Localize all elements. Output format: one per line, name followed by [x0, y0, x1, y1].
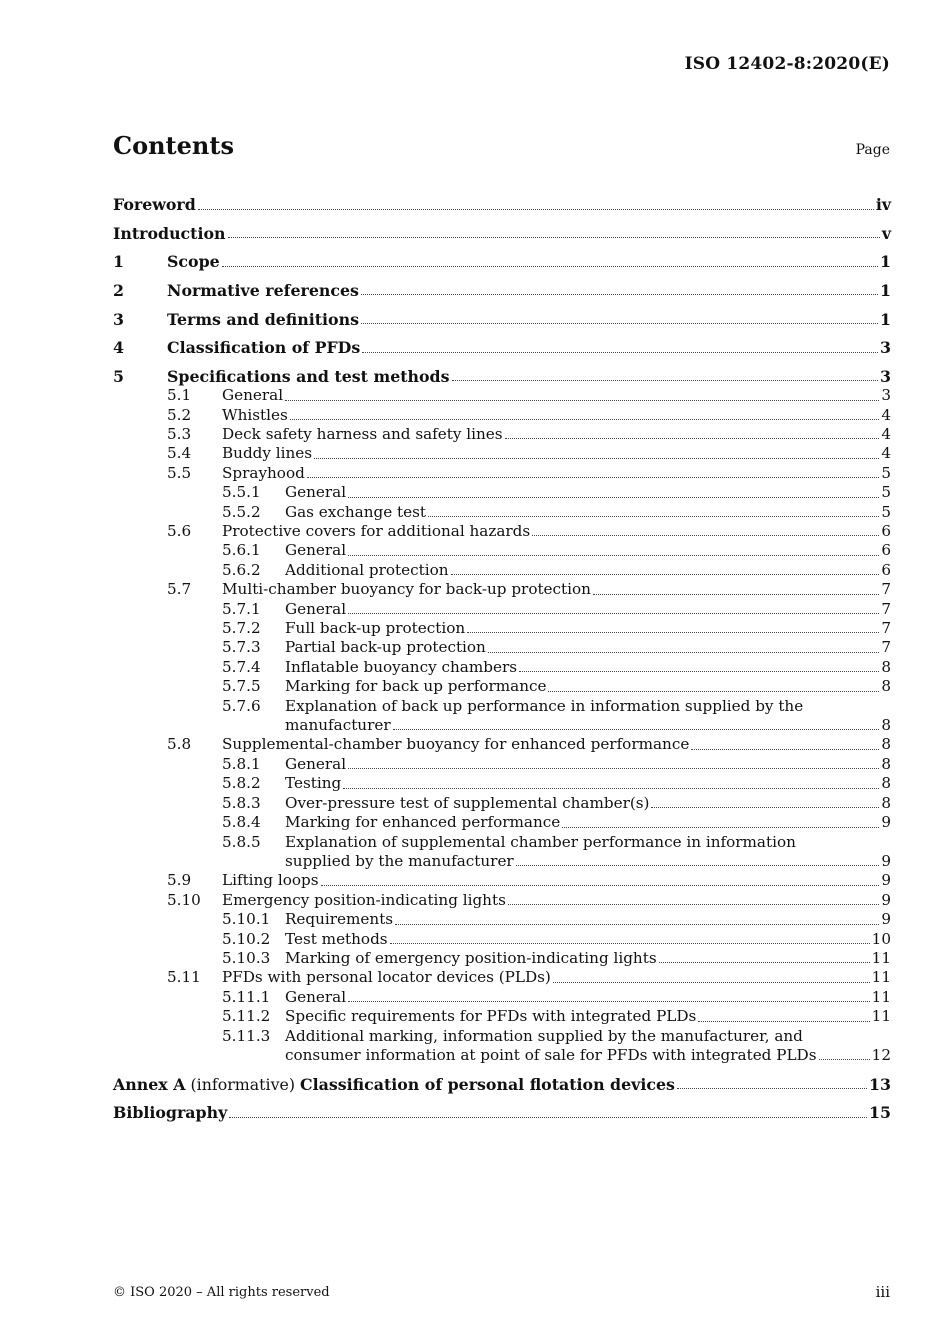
toc-entry-title: Partial back-up protection — [285, 638, 486, 657]
dot-leader — [562, 827, 879, 828]
toc-entry[interactable] — [113, 281, 891, 300]
dot-leader — [691, 749, 879, 750]
toc-entry[interactable] — [113, 406, 891, 425]
toc-entry-continuation[interactable] — [113, 716, 891, 735]
toc-entry-title: Requirements — [285, 910, 394, 929]
toc-entry-body — [285, 930, 891, 949]
toc-entry-page: 1 — [880, 252, 891, 272]
toc-entry[interactable] — [113, 464, 891, 483]
toc-entry-title: Lifting loops — [222, 871, 319, 890]
toc-entry-body — [167, 281, 891, 300]
toc-entry-title-continued: supplied by the manufacturer — [285, 851, 514, 870]
toc-entry[interactable] — [113, 968, 891, 987]
toc-entry-body — [113, 1075, 891, 1094]
toc-entry-page: 8 — [881, 735, 891, 754]
toc-entry-title: Classification of PFDs — [167, 338, 361, 358]
toc-entry-page: 8 — [881, 754, 891, 773]
toc-entry[interactable] — [113, 755, 891, 774]
toc-entry-number: 5.10.1 — [222, 910, 271, 929]
toc-entry-body — [167, 310, 891, 329]
toc-entry-title — [113, 1075, 675, 1094]
toc-entry-title: Foreword — [113, 195, 196, 215]
page-number-footer: iii — [875, 1283, 890, 1301]
toc-entry-page: 5 — [881, 502, 891, 521]
toc-entry-title: Explanation of back up performance in information supplied by the — [285, 696, 804, 715]
toc-entry[interactable] — [113, 386, 891, 405]
dot-leader — [393, 729, 880, 730]
toc-entry-title: Explanation of supplemental chamber performance in information — [285, 832, 796, 851]
annex-type: (informative) — [185, 1074, 301, 1094]
dot-leader — [229, 1117, 867, 1118]
toc-entry-page: 10 — [871, 929, 891, 948]
toc-entry[interactable] — [113, 677, 891, 696]
toc-entry-number: 5.8.4 — [222, 813, 261, 832]
dot-leader — [519, 671, 879, 672]
toc-entry[interactable] — [113, 658, 891, 677]
toc-entry-body — [285, 697, 891, 716]
toc-entry-number: 5.5 — [167, 463, 192, 482]
toc-entry-body — [285, 619, 891, 638]
dot-leader — [390, 943, 870, 944]
dot-leader — [452, 380, 878, 381]
dot-leader — [553, 982, 870, 983]
toc-entry-number: 2 — [113, 280, 124, 300]
toc-entry-number: 5.6.2 — [222, 560, 261, 579]
toc-entry-number: 3 — [113, 309, 124, 329]
toc-entry-page: 3 — [881, 386, 891, 405]
toc-entry-body — [285, 503, 891, 522]
toc-entry-number: 5.7 — [167, 580, 192, 599]
toc-entry-body — [285, 833, 891, 852]
toc-entry-body — [222, 425, 891, 444]
toc-entry-title: Deck safety harness and safety lines — [222, 424, 503, 443]
toc-entry-title: PFDs with personal locator devices (PLDs) — [222, 968, 551, 987]
toc-entry-title: Additional protection — [285, 560, 449, 579]
dot-leader — [343, 788, 879, 789]
dot-leader — [451, 574, 880, 575]
toc-entry-page: 15 — [869, 1103, 891, 1123]
toc-entry-title: Inflatable buoyancy chambers — [285, 657, 518, 676]
toc-entry[interactable] — [113, 794, 891, 813]
toc-entry-body — [285, 910, 891, 929]
toc-entry-number: 5.8.2 — [222, 774, 261, 793]
toc-entry[interactable] — [113, 561, 891, 580]
toc-entry-number: 5.6.1 — [222, 541, 261, 560]
toc-entry[interactable] — [113, 813, 891, 832]
toc-entry-page: 9 — [881, 871, 891, 890]
toc-entry-number: 5.8.3 — [222, 793, 261, 812]
toc-entry-page: 1 — [880, 309, 891, 329]
toc-entry[interactable] — [113, 910, 891, 929]
dot-leader — [395, 924, 879, 925]
dot-leader — [659, 962, 870, 963]
toc-entry-title-continued: consumer information at point of sale for PFDs with integrated PLDs — [285, 1045, 817, 1064]
toc-entry-body — [285, 988, 891, 1007]
toc-entry[interactable] — [113, 252, 891, 271]
toc-entry-body — [285, 774, 891, 793]
toc-entry-number: 5.8.1 — [222, 754, 261, 773]
toc-entry-number: 5.10 — [167, 890, 201, 909]
toc-entry-page: 11 — [871, 1007, 891, 1026]
contents-heading: Contents — [113, 131, 234, 160]
page-column-label: Page — [855, 142, 890, 158]
dot-leader — [488, 652, 879, 653]
toc-entry-page: 4 — [881, 444, 891, 463]
toc-entry[interactable] — [113, 949, 891, 968]
toc-entry-body — [285, 600, 891, 619]
toc-entry-title: Bibliography — [113, 1103, 228, 1123]
toc-entry[interactable] — [113, 774, 891, 793]
dot-leader — [516, 865, 880, 866]
toc-entry-number: 5.10.2 — [222, 929, 271, 948]
toc-entry-title: Marking for enhanced performance — [285, 813, 561, 832]
toc-entry-title: Supplemental-chamber buoyancy for enhanced performance — [222, 735, 690, 754]
dot-leader — [228, 237, 880, 238]
toc-entry-number: 5.1 — [167, 386, 192, 405]
dot-leader — [428, 516, 879, 517]
toc-entry-title: Test methods — [285, 929, 388, 948]
toc-entry-page: 11 — [871, 968, 891, 987]
toc-entry-page: 9 — [881, 851, 891, 870]
toc-entry-body — [285, 794, 891, 813]
toc-entry-number: 5.5.2 — [222, 502, 261, 521]
toc-entry-body — [285, 1046, 891, 1065]
toc-entry-page: 6 — [881, 522, 891, 540]
toc-entry-body — [285, 541, 891, 560]
toc-entry-page: 7 — [881, 599, 891, 618]
toc-entry-title: Additional marking, information supplied by the manufacturer, and — [285, 1026, 803, 1045]
toc-entry-continuation[interactable] — [113, 1046, 891, 1065]
dot-leader — [285, 400, 879, 401]
toc-entry[interactable] — [113, 1075, 891, 1094]
toc-entry-body — [222, 891, 891, 910]
toc-entry-body — [222, 386, 891, 405]
toc-entry-body — [167, 367, 891, 386]
toc-entry-number: 1 — [113, 252, 124, 272]
toc-entry-body — [167, 252, 891, 271]
toc-entry-title-continued: manufacturer — [285, 716, 391, 735]
table-of-contents — [113, 186, 891, 1123]
toc-entry-title: Gas exchange test — [285, 502, 427, 521]
toc-entry-title: Over-pressure test of supplemental chamber(s) — [285, 793, 650, 812]
toc-entry-body — [222, 444, 891, 463]
toc-entry-title: General — [285, 754, 347, 773]
toc-entry-title: Emergency position-indicating lights — [222, 890, 506, 909]
toc-entry[interactable] — [113, 735, 891, 754]
toc-entry-page: 11 — [871, 987, 891, 1006]
toc-entry-number: 5.8.5 — [222, 832, 261, 851]
toc-entry-page: iv — [875, 195, 891, 215]
toc-entry-body — [285, 949, 891, 968]
toc-entry-body — [222, 522, 891, 541]
dot-leader — [508, 904, 879, 905]
toc-entry-page: 3 — [880, 338, 891, 358]
toc-entry[interactable] — [113, 871, 891, 890]
toc-entry-page: 12 — [871, 1045, 891, 1064]
toc-entry-page: 9 — [881, 890, 891, 909]
toc-entry-title: Sprayhood — [222, 463, 305, 482]
toc-entry-page: v — [881, 223, 891, 243]
toc-entry-body — [285, 658, 891, 677]
toc-entry-body — [285, 1007, 891, 1026]
toc-entry-number: 5.10.3 — [222, 948, 271, 967]
toc-entry[interactable] — [113, 600, 891, 619]
toc-entry-number: 5.7.4 — [222, 657, 261, 676]
toc-entry-title: General — [285, 599, 347, 618]
toc-entry[interactable] — [113, 1027, 891, 1046]
toc-entry-title: General — [285, 987, 347, 1006]
toc-entry-title: Buddy lines — [222, 444, 313, 463]
toc-entry-number: 5.7.2 — [222, 619, 261, 638]
dot-leader — [651, 807, 879, 808]
toc-entry-body — [113, 1103, 891, 1122]
toc-entry-title: Terms and definitions — [167, 309, 359, 329]
toc-entry[interactable] — [113, 638, 891, 657]
toc-entry-page: 11 — [871, 948, 891, 967]
dot-leader — [290, 419, 880, 420]
toc-entry-body — [222, 406, 891, 425]
toc-entry-title: Whistles — [222, 405, 288, 424]
toc-entry-title: Normative references — [167, 280, 359, 300]
dot-leader — [348, 555, 879, 556]
toc-entry-number: 5.4 — [167, 444, 192, 463]
toc-entry[interactable] — [113, 580, 891, 599]
toc-entry[interactable] — [113, 1103, 891, 1122]
toc-entry-body — [285, 813, 891, 832]
toc-entry-title: Specifications and test methods — [167, 366, 450, 386]
toc-entry[interactable] — [113, 503, 891, 522]
dot-leader — [467, 632, 879, 633]
toc-entry-page: 8 — [881, 793, 891, 812]
toc-entry-title: General — [222, 386, 284, 405]
toc-entry-title: Full back-up protection — [285, 619, 466, 638]
dot-leader — [307, 477, 880, 478]
dot-leader — [677, 1088, 867, 1089]
toc-entry-body — [222, 735, 891, 754]
toc-entry-body — [167, 338, 891, 357]
toc-entry-body — [222, 968, 891, 987]
toc-entry-title: Specific requirements for PFDs with integrated PLDs — [285, 1007, 697, 1026]
dot-leader — [361, 294, 878, 295]
toc-entry-body — [222, 871, 891, 890]
toc-entry-body — [113, 224, 891, 243]
toc-entry[interactable] — [113, 224, 891, 243]
dot-leader — [348, 497, 879, 498]
toc-entry[interactable] — [113, 522, 891, 541]
dot-leader — [314, 458, 879, 459]
toc-entry-page: 1 — [880, 280, 891, 300]
toc-entry[interactable] — [113, 338, 891, 357]
toc-entry-number: 5.5.1 — [222, 483, 261, 502]
toc-entry-page: 8 — [881, 657, 891, 676]
toc-entry[interactable] — [113, 697, 891, 716]
toc-entry-title: Multi-chamber buoyancy for back-up protection — [222, 580, 591, 599]
toc-entry[interactable] — [113, 930, 891, 949]
toc-entry-number: 5.3 — [167, 424, 192, 443]
toc-entry[interactable] — [113, 425, 891, 444]
toc-entry-body — [285, 677, 891, 696]
toc-entry-body — [285, 716, 891, 735]
toc-entry-page: 6 — [881, 541, 891, 560]
toc-entry-number: 4 — [113, 338, 124, 358]
dot-leader — [819, 1059, 870, 1060]
dot-leader — [222, 266, 878, 267]
toc-entry-continuation[interactable] — [113, 852, 891, 871]
toc-entry[interactable] — [113, 310, 891, 329]
toc-entry-body — [222, 580, 891, 599]
toc-entry-number: 5.8 — [167, 735, 192, 754]
toc-entry-body — [285, 561, 891, 580]
toc-entry-body — [285, 483, 891, 502]
toc-entry-page: 7 — [881, 619, 891, 638]
toc-entry[interactable] — [113, 891, 891, 910]
toc-entry-page: 7 — [881, 580, 891, 599]
toc-entry-page: 8 — [881, 677, 891, 696]
toc-entry[interactable] — [113, 367, 891, 386]
toc-entry-title: General — [285, 483, 347, 502]
dot-leader — [348, 613, 879, 614]
dot-leader — [348, 1001, 870, 1002]
toc-entry[interactable] — [113, 619, 891, 638]
toc-entry-number: 5.2 — [167, 405, 192, 424]
dot-leader — [593, 594, 879, 595]
toc-entry-page: 5 — [881, 463, 891, 482]
toc-entry-title: Introduction — [113, 223, 226, 243]
toc-entry-number: 5.7.5 — [222, 677, 261, 696]
dot-leader — [698, 1021, 869, 1022]
annex-title: Classification of personal flotation devices — [300, 1074, 675, 1094]
toc-entry-body — [285, 1027, 891, 1046]
toc-entry[interactable] — [113, 483, 891, 502]
toc-entry-body — [285, 852, 891, 871]
toc-entry-number: 5.6 — [167, 522, 192, 540]
toc-entry-body — [285, 755, 891, 774]
toc-entry-page: 4 — [881, 424, 891, 443]
dot-leader — [505, 438, 880, 439]
toc-entry-number: 5.11.3 — [222, 1026, 271, 1045]
toc-entry-title: Marking for back up performance — [285, 677, 547, 696]
dot-leader — [321, 885, 880, 886]
toc-entry-title: General — [285, 541, 347, 560]
toc-entry-page: 8 — [881, 716, 891, 735]
toc-entry-number: 5.7.1 — [222, 599, 261, 618]
toc-entry-page: 8 — [881, 774, 891, 793]
toc-entry[interactable] — [113, 444, 891, 463]
dot-leader — [362, 352, 878, 353]
toc-entry-body — [285, 638, 891, 657]
dot-leader — [548, 691, 879, 692]
toc-entry-page: 5 — [881, 483, 891, 502]
toc-entry[interactable] — [113, 833, 891, 852]
toc-entry-number: 5.11 — [167, 968, 201, 987]
toc-entry-page: 7 — [881, 638, 891, 657]
toc-entry-number: 5.7.6 — [222, 696, 261, 715]
toc-entry-page: 4 — [881, 405, 891, 424]
dot-leader — [361, 323, 878, 324]
toc-entry-number: 5.9 — [167, 871, 192, 890]
dot-leader — [198, 209, 874, 210]
toc-entry-title: Testing — [285, 774, 342, 793]
annex-label: Annex A — [113, 1074, 186, 1094]
toc-entry-page: 9 — [881, 910, 891, 929]
toc-entry-number: 5 — [113, 366, 124, 386]
copyright-footer: © ISO 2020 – All rights reserved — [113, 1285, 330, 1300]
document-id-header: ISO 12402-8:2020(E) — [684, 54, 890, 74]
toc-entry[interactable] — [113, 541, 891, 560]
toc-entry[interactable] — [113, 195, 891, 214]
toc-entry-number: 5.11.2 — [222, 1007, 271, 1026]
toc-entry-title: Protective covers for additional hazards — [222, 522, 531, 540]
toc-entry-number: 5.11.1 — [222, 987, 271, 1006]
dot-leader — [532, 535, 879, 536]
dot-leader — [348, 768, 879, 769]
toc-entry-title: Scope — [167, 252, 220, 272]
toc-entry-page: 3 — [880, 366, 891, 386]
toc-entry-page: 9 — [881, 813, 891, 832]
toc-entry-body — [222, 464, 891, 483]
toc-entry-page: 6 — [881, 560, 891, 579]
toc-entry-body — [113, 195, 891, 214]
toc-entry[interactable] — [113, 1007, 891, 1026]
toc-entry[interactable] — [113, 988, 891, 1007]
toc-entry-page: 13 — [869, 1074, 891, 1094]
toc-entry-title: Marking of emergency position-indicating lights — [285, 948, 657, 967]
toc-entry-number: 5.7.3 — [222, 638, 261, 657]
